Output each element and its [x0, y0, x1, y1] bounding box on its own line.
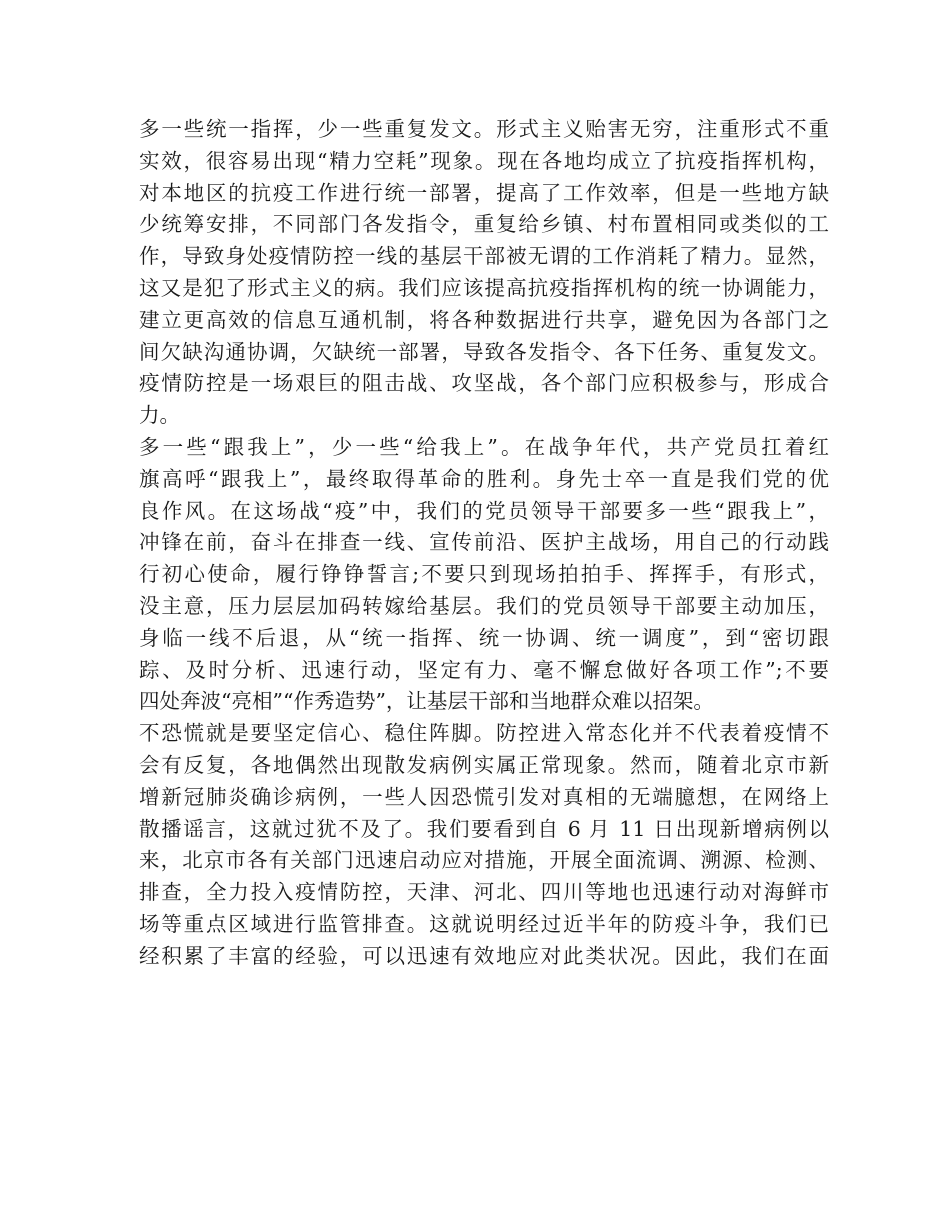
text-line: 来，北京市各有关部门迅速启动应对措施，开展全面流调、溯源、检测、 [139, 848, 829, 873]
text-line: 会有反复，各地偶然出现散发病例实属正常现象。然而，随着北京市新 [139, 752, 829, 777]
text-line: 场等重点区域进行监管排查。这就说明经过近半年的防疫斗争，我们已 [139, 911, 829, 936]
text-line: 建立更高效的信息互通机制，将各种数据进行共享，避免因为各部门之 [139, 307, 829, 332]
text-line: 不恐慌就是要坚定信心、稳住阵脚。防控进入常态化并不代表着疫情不 [139, 721, 829, 746]
text-line: 力。 [139, 403, 180, 428]
text-line: 间欠缺沟通协调，欠缺统一部署，导致各发指令、各下任务、重复发文。 [139, 339, 829, 364]
text-line: 旗高呼“跟我上”，最终取得革命的胜利。身先士卒一直是我们党的优 [139, 466, 829, 491]
text-line: 经积累了丰富的经验，可以迅速有效地应对此类状况。因此，我们在面 [139, 943, 829, 968]
text-line: 排查，全力投入疫情防控，天津、河北、四川等地也迅速行动对海鲜市 [139, 880, 829, 905]
text-line: 增新冠肺炎确诊病例，一些人因恐慌引发对真相的无端臆想，在网络上 [139, 784, 829, 809]
text-line: 疫情防控是一场艰巨的阻击战、攻坚战，各个部门应积极参与，形成合 [139, 371, 829, 396]
text-line: 四处奔波“亮相”“作秀造势”，让基层干部和当地群众难以招架。 [139, 689, 714, 714]
text-line: 实效，很容易出现“精力空耗”现象。现在各地均成立了抗疫指挥机构， [139, 148, 829, 173]
text-line: 良作风。在这场战“疫”中，我们的党员领导干部要多一些“跟我上”， [139, 498, 829, 523]
text-line: 没主意，压力层层加码转嫁给基层。我们的党员领导干部要主动加压， [139, 593, 829, 618]
text-line: 身临一线不后退，从“统一指挥、统一协调、统一调度”，到“密切跟 [139, 625, 829, 650]
text-line: 散播谣言，这就过犹不及了。我们要看到自 6 月 11 日出现新增病例以 [139, 816, 829, 841]
text-line: 作，导致身处疫情防控一线的基层干部被无谓的工作消耗了精力。显然， [139, 244, 829, 269]
text-line: 冲锋在前，奋斗在排查一线、宣传前沿、医护主战场，用自己的行动践 [139, 530, 829, 555]
document-body [139, 114, 829, 973]
text-line: 踪、及时分析、迅速行动，坚定有力、毫不懈怠做好各项工作”;不要 [139, 657, 829, 682]
text-line: 行初心使命，履行铮铮誓言;不要只到现场拍拍手、挥挥手，有形式， [139, 562, 829, 587]
text-line: 多一些统一指挥，少一些重复发文。形式主义贻害无穷，注重形式不重 [139, 117, 829, 141]
text-line: 这又是犯了形式主义的病。我们应该提高抗疫指挥机构的统一协调能力， [139, 275, 829, 300]
text-line: 对本地区的抗疫工作进行统一部署，提高了工作效率，但是一些地方缺 [139, 180, 829, 205]
text-line: 多一些“跟我上”，少一些“给我上”。在战争年代，共产党员扛着红 [139, 434, 829, 459]
text-line: 少统筹安排，不同部门各发指令，重复给乡镇、村布置相同或类似的工 [139, 212, 829, 237]
